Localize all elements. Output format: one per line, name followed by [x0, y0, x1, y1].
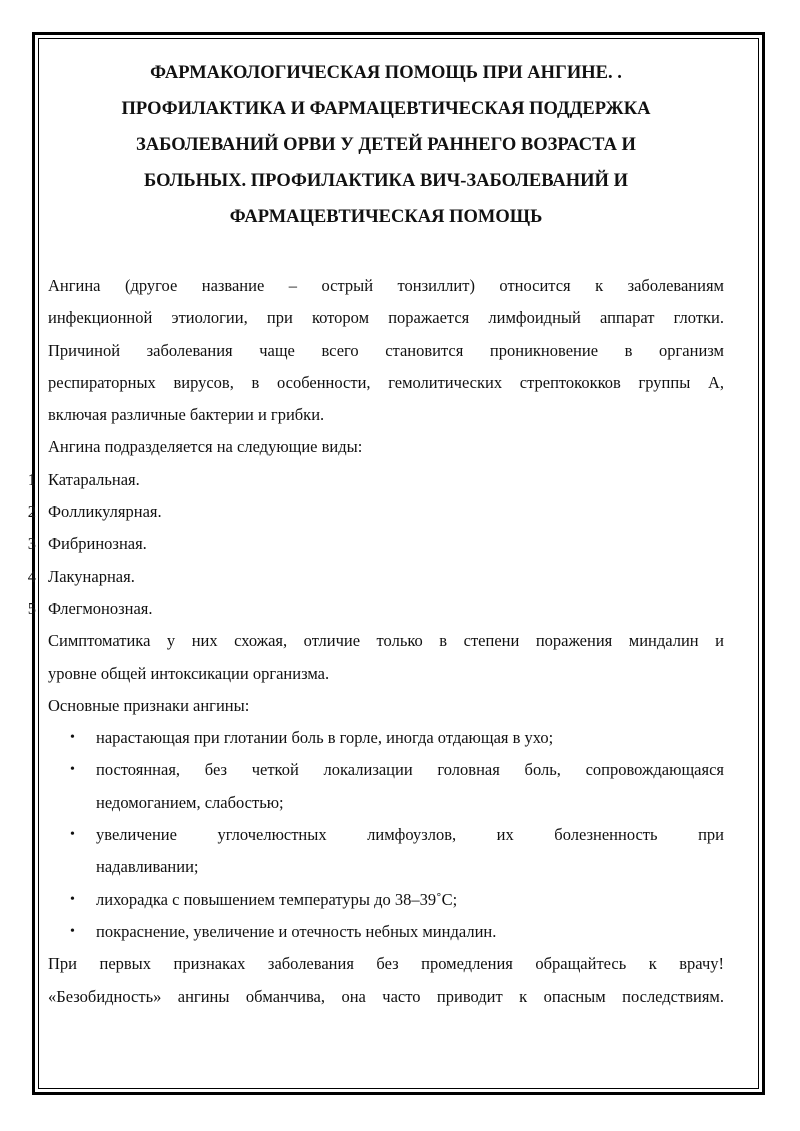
list-item [27, 464, 724, 496]
list-number: 2 [27, 502, 36, 522]
title-line: ФАРМАКОЛОГИЧЕСКАЯ ПОМОЩЬ ПРИ АНГИНЕ. . [150, 63, 622, 83]
list-number: 3 [27, 534, 36, 554]
list-item [27, 496, 724, 528]
title-line: ФАРМАЦЕВТИЧЕСКАЯ ПОМОЩЬ [229, 207, 543, 227]
closing-paragraph [48, 948, 724, 1013]
list-item-text: нарастающая при глотании боль в горле, иногда отдающая в ухо; [96, 728, 554, 748]
document-title [48, 55, 724, 235]
symptoms-paragraph [48, 625, 724, 690]
list-item-text: Катаральная. [48, 469, 140, 489]
list-item [27, 561, 724, 593]
list-item [27, 593, 724, 625]
list-item-text: Фолликулярная. [48, 502, 162, 522]
signs-intro: Основные признаки ангины: [48, 695, 250, 715]
list-number: 1 [27, 469, 36, 489]
bullet-icon: • [70, 762, 75, 778]
list-number: 5 [27, 598, 36, 618]
text-line: Ангина (другое название – острый тонзиллит) относится к заболеваниям [48, 276, 724, 295]
bullet-icon: • [70, 827, 75, 843]
text-line: «Безобидность» ангины обманчива, она часто приводит к опасным последствиям. [48, 986, 724, 1006]
list-item-text: постоянная, без четкой локализации головная боль, сопровождающаяся [96, 760, 724, 780]
list-item-text: Фибринозная. [48, 534, 147, 554]
bullet-icon: • [70, 891, 75, 907]
list-item [27, 528, 724, 560]
text-line: включая различные бактерии и грибки. [48, 405, 325, 425]
text-line: инфекционной этиологии, при котором поражается лимфоидный аппарат глотки. [48, 308, 724, 328]
text-line: уровне общей интоксикации организма. [48, 663, 330, 683]
list-item [48, 819, 724, 884]
list-item-text: лихорадка с повышением температуры до 38–39˚С; [96, 889, 458, 909]
text-line: При первых признаках заболевания без промедления обращайтесь к врачу! [48, 954, 724, 974]
list-item [48, 916, 724, 948]
text-line: Причиной заболевания чаще всего становится проникновение в организм [48, 340, 724, 360]
list-item [48, 884, 724, 916]
list-item [48, 722, 724, 754]
text-line: Симптоматика у них схожая, отличие только в степени поражения миндалин и [48, 631, 724, 651]
intro-paragraph [48, 270, 724, 431]
list-item-text: надавливании; [96, 857, 199, 877]
title-line: ПРОФИЛАКТИКА И ФАРМАЦЕВТИЧЕСКАЯ ПОДДЕРЖКА [121, 99, 651, 119]
list-item-text: Лакунарная. [48, 566, 135, 586]
title-line: ЗАБОЛЕВАНИЙ ОРВИ У ДЕТЕЙ РАННЕГО ВОЗРАСТА И [136, 135, 636, 155]
text-line: респираторных вирусов, в особенности, гемолитических стрептококков группы А, [48, 372, 724, 392]
title-line: БОЛЬНЫХ. ПРОФИЛАКТИКА ВИЧ-ЗАБОЛЕВАНИЙ И [144, 171, 628, 191]
list-item [48, 754, 724, 819]
list-item-text: увеличение углочелюстных лимфоузлов, их болезненность при [96, 825, 724, 845]
angina-types-list [27, 464, 724, 625]
list-item-text: покраснение, увеличение и отечность небных миндалин. [96, 921, 497, 941]
list-number: 4 [27, 566, 36, 586]
angina-signs-list [48, 722, 724, 948]
bullet-icon: • [70, 923, 75, 939]
list-item-text: Флегмонозная. [48, 598, 153, 618]
types-intro: Ангина подразделяется на следующие виды: [48, 437, 363, 457]
list-item-text: недомоганием, слабостью; [96, 792, 284, 812]
document-body [27, 270, 724, 1013]
bullet-icon: • [70, 730, 75, 746]
